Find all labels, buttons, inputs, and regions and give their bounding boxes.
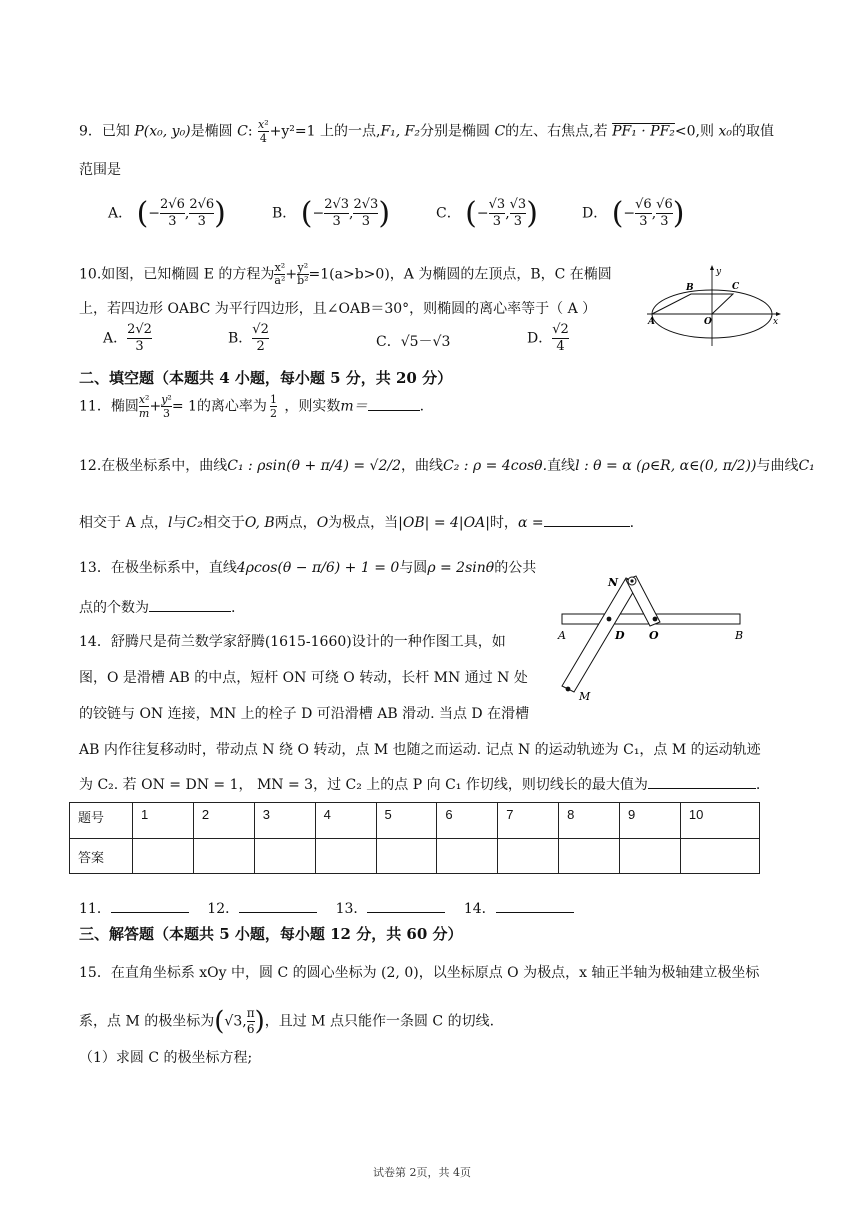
- q9-line2: 范围是: [79, 162, 121, 178]
- blank-12[interactable]: [239, 898, 317, 913]
- q12-line2: 相交于 A 点，l与C₂相交于O, B两点，O为极点，当|OB| = 4|OA|时，α = .: [79, 512, 634, 532]
- q14-answer-blank[interactable]: [648, 774, 756, 789]
- grid-head-question: 题号: [70, 803, 133, 839]
- q14-ruler-figure: [552, 570, 757, 702]
- q14-line4: AB 内作往复移动时，带动点 N 绕 O 转动，点 M 也随之而运动. 记点 N 的运动轨迹为 C₁，点 M 的运动轨迹: [79, 742, 761, 758]
- answer-cell[interactable]: [559, 839, 620, 874]
- q14-line3: 的铰链与 ON 连接，MN 上的栓子 D 可沿滑槽 AB 滑动. 当点 D 在滑槽: [79, 706, 530, 722]
- section-2-heading: 二、填空题（本题共 4 小题，每小题 5 分，共 20 分）: [79, 369, 453, 387]
- fig-label-y: y: [716, 267, 722, 277]
- grid-number: 2: [193, 803, 254, 839]
- q13-line1: 13．在极坐标系中，直线4ρcos(θ − π/6) + 1 = 0与圆ρ = 2sinθ的公共: [79, 560, 537, 576]
- grid-number: 5: [376, 803, 437, 839]
- blank-14[interactable]: [496, 898, 574, 913]
- fig-label-o: O: [704, 317, 712, 327]
- grid-number: 9: [620, 803, 681, 839]
- q10-option-b[interactable]: B． $\frac{√2}{2}$: [228, 322, 269, 354]
- grid-number: 1: [133, 803, 194, 839]
- long-rod-mn: [562, 578, 638, 692]
- q9-option-b[interactable]: B． (− $\frac{2√3}{3}$ , $\frac{2√3}{3}$ ): [272, 196, 391, 231]
- blank-11[interactable]: [111, 898, 189, 913]
- grid-number: 8: [559, 803, 620, 839]
- q11-answer-blank[interactable]: [368, 396, 420, 411]
- q13-line2: 点的个数为 .: [79, 597, 235, 617]
- answer-cell[interactable]: [133, 839, 194, 874]
- q10-ellipse-figure: [645, 262, 785, 348]
- answer-cell[interactable]: [437, 839, 498, 874]
- answer-cell[interactable]: [193, 839, 254, 874]
- q10-line2: 上，若四边形 OABC 为平行四边形，且∠OAB＝30°，则椭圆的离心率等于（ A ）: [79, 301, 597, 317]
- grid-number: 7: [498, 803, 559, 839]
- page-footer: 试卷第 2页，共 4页: [373, 1166, 471, 1179]
- answer-grid: [69, 802, 760, 874]
- q14-line1: 14．舒腾尺是荷兰数学家舒腾(1615-1660)设计的一种作图工具，如: [79, 634, 506, 650]
- q12-line1: 12.在极坐标系中，曲线C₁ : ρsin(θ + π/4) = √2/2，曲线C₂ : ρ = 4cosθ.直线l : θ = α (ρ∈R, α∈(0, π/2))与曲线C₁: [79, 458, 815, 474]
- fig-label-a: A: [648, 317, 655, 327]
- grid-number: 3: [254, 803, 315, 839]
- q15-line2: 系，点 M 的极坐标为(√3, $\frac{\pi}{6}$ )，且过 M 点只能作一条圆 C 的切线.: [79, 1006, 495, 1037]
- grid-row-answers: [70, 839, 760, 874]
- q10-option-c[interactable]: C．√5－√3: [376, 334, 451, 350]
- answer-cell[interactable]: [376, 839, 437, 874]
- fig-label-x: x: [773, 317, 779, 327]
- q14-line2: 图，O 是滑槽 AB 的中点，短杆 ON 可绕 O 转动，长杆 MN 通过 N 处: [79, 670, 528, 686]
- grid-number: 4: [315, 803, 376, 839]
- q9-option-a[interactable]: A． (− $\frac{2√6}{3}$ , $\frac{2√6}{3}$ ): [108, 196, 226, 231]
- q9-option-c[interactable]: C． (− $\frac{√3}{3}$ , $\frac{√3}{3}$ ): [436, 196, 538, 231]
- q10-option-d[interactable]: D． $\frac{√2}{4}$: [527, 322, 569, 354]
- answer-cell[interactable]: [498, 839, 559, 874]
- fig-label-c: C: [732, 282, 740, 292]
- grid-head-answer: 答案: [70, 839, 133, 874]
- blank-13[interactable]: [367, 898, 445, 913]
- q10-option-a[interactable]: A． $\frac{2√2}{3}$: [103, 322, 152, 354]
- q11: 11．椭圆 $\frac{\text{x²}}{m}$ + $\frac{\text{y²}}{3}$ = 1的离心率为 $\frac{1}{2}$ ，则实数m＝ .: [79, 393, 425, 420]
- parallelogram-oabc: [652, 294, 733, 314]
- q12-answer-blank[interactable]: [544, 512, 630, 527]
- q10-line1: 10.如图，已知椭圆 E 的方程为 $\frac{\text{x²}}{\text{a²}}$ + $\frac{\text{y²}}{\text{b²}}$ =1(a>b>0)，A 为椭圆的左顶点，B，C 在椭圆: [79, 261, 612, 287]
- fig-label-m: M: [579, 690, 591, 702]
- fig-label-b: B: [686, 283, 694, 293]
- blanks-line: 11． 12． 13． 14．: [79, 898, 574, 918]
- answer-cell[interactable]: [254, 839, 315, 874]
- q13-answer-blank[interactable]: [149, 597, 231, 612]
- fig-label-n: N: [608, 576, 619, 589]
- q9-line1: 9．已知 P(x₀, y₀)是椭圆 C: $\frac{\text{x²}}{4}$ +y²=1 上的一点,F₁, F₂分别是椭圆 C的左、右焦点,若 PF₁ · PF₂<0,则 x₀的取值: [79, 118, 774, 145]
- fig-label-d: D: [615, 629, 625, 642]
- answer-cell[interactable]: [620, 839, 681, 874]
- fig-label-b: B: [735, 629, 744, 642]
- q14-line5: 为 C₂. 若 ON = DN = 1， MN = 3，过 C₂ 上的点 P 向 C₁ 作切线，则切线长的最大值为 .: [79, 774, 760, 794]
- section-3-heading: 三、解答题（本题共 5 小题，每小题 12 分，共 60 分）: [79, 925, 463, 943]
- answer-cell[interactable]: [315, 839, 376, 874]
- grid-row-numbers: [70, 803, 760, 839]
- q9-option-d[interactable]: D． (− $\frac{√6}{3}$ , $\frac{√6}{3}$ ): [582, 196, 685, 231]
- answer-cell[interactable]: [680, 839, 759, 874]
- q15-line1: 15．在直角坐标系 xOy 中，圆 C 的圆心坐标为 (2, 0)，以坐标原点 O 为极点，x 轴正半轴为极轴建立极坐标: [79, 965, 760, 981]
- fig-label-o: O: [649, 629, 659, 642]
- grid-number: 6: [437, 803, 498, 839]
- q15-sub1: （1）求圆 C 的极坐标方程;: [79, 1050, 253, 1066]
- fig-label-a: A: [558, 629, 566, 642]
- grid-number: 10: [680, 803, 759, 839]
